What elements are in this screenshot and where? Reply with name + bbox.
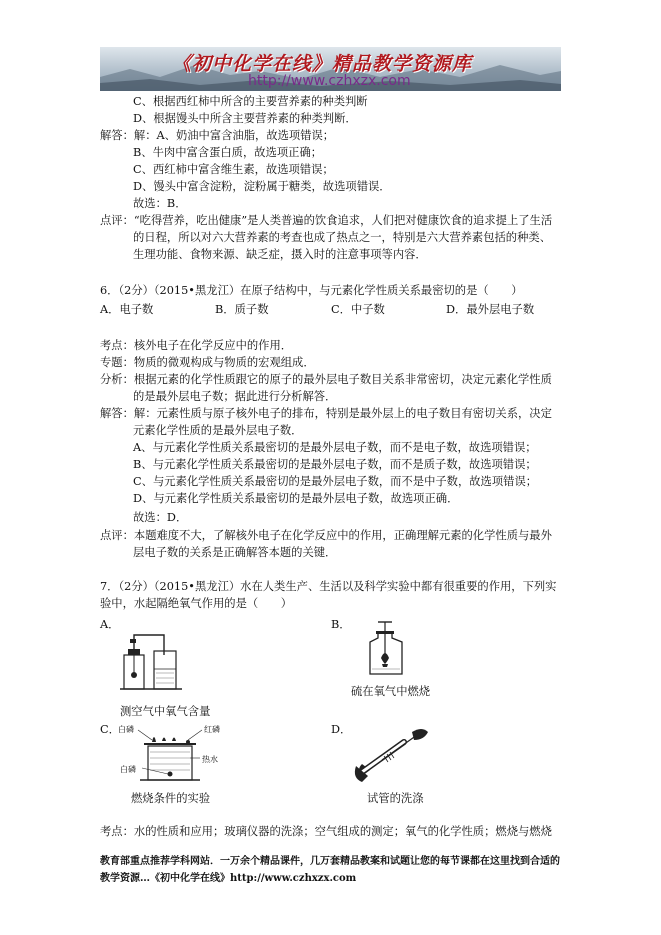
q7-label-a: A． <box>100 618 120 631</box>
figure-c-label-white-phosphorus: 白磷 <box>118 725 134 734</box>
q7-stem-2: 验中，水起隔绝氧气作用的是（ ） <box>100 597 293 610</box>
q6-option-c: C．中子数 <box>331 303 385 316</box>
figure-b-caption: 硫在氧气中燃烧 <box>351 685 431 698</box>
q6-solution-2: 元素化学性质的是最外层电子数． <box>133 424 303 437</box>
q6-solution-d: D、与元素化学性质关系最密切的是最外层电子数，故选项正确． <box>133 492 459 505</box>
q6-solution-c: C、与元素化学性质关系最密切的是最外层电子数，而不是中子数，故选项错误； <box>133 475 538 488</box>
q7-stem-1: 7．（2分）（2015•黑龙江）水在人类生产、生活以及科学实验中都有很重要的作用，下列实 <box>100 580 557 593</box>
figure-c-label-hot-water: 热水 <box>202 755 218 764</box>
banner-title: 《初中化学在线》精品教学资源库 <box>172 53 473 75</box>
q6-analysis-1: 分析：根据元素的化学性质跟它的原子的最外层电子数目关系非常密切，决定元素化学性质 <box>100 373 552 386</box>
q6-comment-1: 点评：本题难度不大，了解核外电子在化学反应中的作用，正确理解元素的化学性质与最外 <box>100 529 552 542</box>
banner-url[interactable]: http://www.czhxzx.com <box>248 73 411 89</box>
q6-solution-b: B、与元素化学性质关系最密切的是最外层电子数，而不是质子数，故选项错误； <box>133 458 537 471</box>
q6-topic: 专题：物质的微观构成与物质的宏观组成． <box>100 356 315 369</box>
q6-stem: 6．（2分）（2015•黑龙江）在原子结构中，与元素化学性质关系最密切的是（ ） <box>100 284 523 297</box>
q7-label-b: B． <box>331 618 351 631</box>
q7-label-d: D． <box>331 723 352 736</box>
q6-option-d: D．最外层电子数 <box>446 303 535 316</box>
q5-comment-1: 点评：“吃得营养，吃出健康”是人类普遍的饮食追求，人们把对健康饮食的追求提上了生活 <box>100 214 553 227</box>
q5-comment-3: 生理功能、食物来源、缺乏症，摄入时的注意事项等内容． <box>133 248 427 261</box>
q5-answer: 故选：B． <box>133 197 187 210</box>
figure-a-apparatus-icon <box>120 625 182 693</box>
footer-line-1: 教育部重点推荐学科网站．一万余个精品课件，几万套精品教案和试题让您的每节课都在这里找到合适的 <box>100 856 560 867</box>
figure-b-gas-bottle-icon <box>362 620 412 678</box>
q5-comment-2: 的日程，所以对六大营养素的考查也成了热点之一，特别是六大营养素包括的种类、 <box>133 231 551 244</box>
q5-option-c: C、根据西红柿中所含的主要营养素的种类判断 <box>133 95 368 108</box>
q6-solution-a: A、与元素化学性质关系最密切的是最外层电子数，而不是电子数，故选项错误； <box>133 441 537 454</box>
header-banner <box>100 47 561 91</box>
figure-d-caption: 试管的洗涤 <box>367 792 424 805</box>
q6-key-point: 考点：核外电子在化学反应中的作用． <box>100 339 293 352</box>
figure-c-combustion-setup <box>116 722 222 784</box>
q6-analysis-2: 的是最外层电子数；据此进行分析解答． <box>133 390 337 403</box>
q5-solution: 解答：解：A、奶油中富含油脂，故选项错误； <box>100 129 335 142</box>
figure-c-label-red-phosphorus: 红磷 <box>204 725 220 734</box>
figure-a-caption: 测空气中氧气含量 <box>120 705 211 718</box>
q6-solution-1: 解答：解：元素性质与原子核外电子的排布，特别是最外层上的电子数目有密切关系，决定 <box>100 407 552 420</box>
q5-solution-d: D、馒头中富含淀粉，淀粉属于糖类，故选项错误． <box>133 180 391 193</box>
q6-option-a: A．电子数 <box>100 303 154 316</box>
figure-c-caption: 燃烧条件的实验 <box>131 792 211 805</box>
q5-option-d: D、根据馒头中所含主要营养素的种类判断． <box>133 112 357 125</box>
q6-option-b: B．质子数 <box>215 303 269 316</box>
q6-comment-2: 层电子数的关系是正确解答本题的关键． <box>133 546 337 559</box>
figure-d-test-tube-brush-icon <box>352 726 432 784</box>
figure-c-label-white-phosphorus-2: 白磷 <box>120 765 136 774</box>
q7-label-c: C． <box>100 723 120 736</box>
q7-key-point: 考点：水的性质和应用；玻璃仪器的洗涤；空气组成的测定；氧气的化学性质；燃烧与燃烧 <box>100 825 552 838</box>
q5-solution-c: C、西红柿中富含维生素，故选项错误； <box>133 163 334 176</box>
footer-line-2[interactable]: 教学资源…《初中化学在线》http://www.czhxzx.com <box>100 873 357 884</box>
q5-solution-b: B、牛肉中富含蛋白质，故选项正确； <box>133 146 323 159</box>
q6-answer: 故选：D． <box>133 511 188 524</box>
